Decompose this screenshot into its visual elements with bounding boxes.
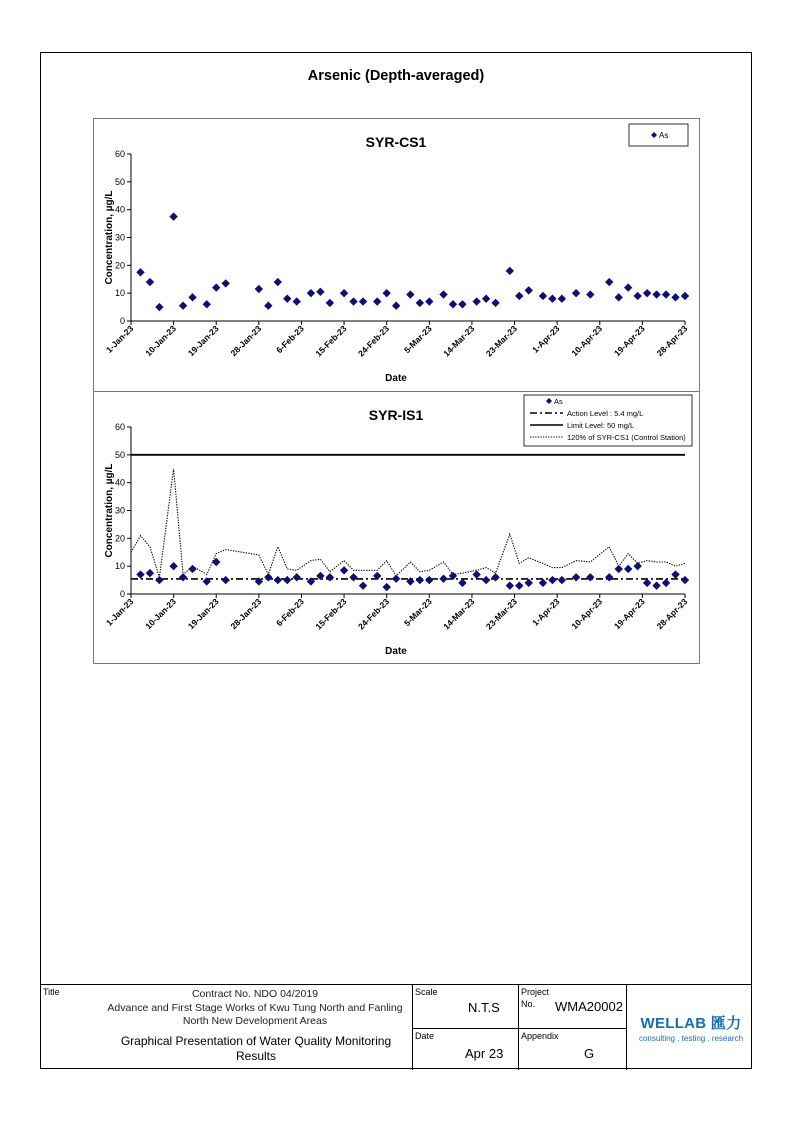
data-point [349, 573, 357, 581]
x-tick-label: 10-Apr-23 [569, 323, 605, 359]
y-tick-label: 30 [114, 232, 125, 243]
wellab-logo [632, 1012, 750, 1043]
logo-tagline: consulting . testing . research [638, 1034, 744, 1043]
x-tick-label: 23-Mar-23 [483, 596, 519, 632]
data-point [624, 283, 632, 291]
x-tick-label: 15-Feb-23 [313, 323, 349, 359]
data-point [472, 570, 480, 578]
data-point [491, 299, 499, 307]
data-point [136, 570, 144, 578]
data-point [274, 278, 282, 286]
data-point [222, 576, 230, 584]
chart-title: SYR-IS1 [368, 407, 424, 423]
data-point [188, 293, 196, 301]
data-point [572, 573, 580, 581]
x-tick-label: 19-Apr-23 [611, 596, 647, 632]
y-tick-label: 20 [114, 260, 125, 271]
x-tick-label: 19-Jan-23 [185, 323, 221, 359]
x-tick-label: 28-Jan-23 [228, 596, 264, 632]
x-tick-label: 1-Jan-23 [103, 596, 136, 628]
data-point [605, 573, 613, 581]
data-point [586, 573, 594, 581]
y-tick-label: 50 [114, 449, 125, 460]
x-tick-label: 1-Apr-23 [530, 596, 562, 628]
title-block-divider [412, 1028, 626, 1029]
data-point [662, 579, 670, 587]
x-tick-label: 14-Mar-23 [441, 323, 477, 359]
data-point [179, 573, 187, 581]
legend-label: As [554, 397, 563, 406]
x-tick-label: 24-Feb-23 [355, 596, 392, 632]
x-tick-label: 28-Apr-23 [654, 323, 690, 359]
page-title: Arsenic (Depth-averaged) [307, 68, 485, 84]
project-label: Project [521, 987, 550, 997]
x-tick-label: 19-Jan-23 [185, 596, 221, 632]
data-point [326, 299, 334, 307]
y-tick-label: 60 [114, 422, 125, 432]
x-tick-label: 28-Jan-23 [228, 323, 264, 359]
data-point [525, 579, 533, 587]
title-block-divider [626, 985, 627, 1070]
project-number: WMA20002 [555, 999, 623, 1014]
x-tick-label: 19-Apr-23 [611, 323, 647, 359]
data-point [482, 295, 490, 303]
data-point [539, 292, 547, 300]
data-point [652, 290, 660, 298]
scale-label: Scale [415, 987, 438, 997]
data-point [439, 290, 447, 298]
contract-line: Advance and First Stage Works of Kwu Tung North and Fanling [107, 1001, 403, 1014]
data-point [506, 581, 514, 589]
data-point [572, 289, 580, 297]
data-point [681, 576, 689, 584]
data-point [316, 288, 324, 296]
data-point [482, 576, 490, 584]
data-point [264, 573, 272, 581]
data-point [458, 300, 466, 308]
data-point [643, 289, 651, 297]
x-tick-label: 24-Feb-23 [355, 323, 392, 359]
data-point [643, 579, 651, 587]
data-point [255, 285, 263, 293]
y-axis-label: Concentration, µg/L [104, 463, 115, 558]
data-point [558, 295, 566, 303]
data-point [155, 576, 163, 584]
data-point [340, 566, 348, 574]
data-point [188, 565, 196, 573]
data-point [416, 299, 424, 307]
data-point [136, 268, 144, 276]
data-point [548, 295, 556, 303]
appendix-label: Appendix [521, 1031, 559, 1041]
contract-description [100, 988, 410, 1029]
data-point [515, 292, 523, 300]
data-point [416, 576, 424, 584]
x-tick-label: 1-Apr-23 [530, 323, 562, 355]
data-point [449, 300, 457, 308]
data-point [212, 558, 220, 566]
legend-label: Action Level : 5.4 mg/L [567, 409, 644, 418]
data-point [274, 576, 282, 584]
data-point [506, 267, 514, 275]
x-axis-label: Date [385, 373, 407, 384]
data-point [539, 579, 547, 587]
data-point [203, 300, 211, 308]
logo-wordmark: WELLAB 匯力 [640, 1015, 742, 1032]
data-point [349, 297, 357, 305]
y-tick-label: 30 [114, 505, 125, 516]
data-point [681, 292, 689, 300]
drawing-title: Graphical Presentation of Water Quality Monitoring Results [120, 1034, 392, 1063]
data-point [382, 583, 390, 591]
y-tick-label: 40 [114, 204, 125, 215]
x-tick-label: 10-Jan-23 [143, 596, 179, 632]
x-tick-label: 15-Feb-23 [313, 596, 349, 632]
x-tick-label: 10-Jan-23 [143, 323, 179, 359]
data-point [515, 581, 523, 589]
data-point [392, 301, 400, 309]
data-point [525, 286, 533, 294]
data-point [146, 569, 154, 577]
data-point [406, 290, 414, 298]
date-value: Apr 23 [465, 1046, 504, 1061]
x-tick-label: 23-Mar-23 [483, 323, 519, 359]
data-point [293, 297, 301, 305]
data-point [283, 576, 291, 584]
y-tick-label: 60 [114, 149, 125, 159]
x-tick-label: 14-Mar-23 [441, 596, 477, 632]
data-point [586, 290, 594, 298]
y-tick-label: 50 [114, 176, 125, 187]
y-axis-label: Concentration, µg/L [104, 190, 115, 285]
data-point [633, 292, 641, 300]
x-tick-label: 28-Apr-23 [654, 596, 690, 632]
data-point [293, 573, 301, 581]
project-no-label: No. [521, 999, 536, 1009]
y-tick-label: 40 [114, 477, 125, 488]
data-point [439, 574, 447, 582]
x-tick-label: 5-Mar-23 [401, 323, 434, 356]
y-tick-label: 10 [114, 288, 125, 299]
legend-label: As [659, 131, 669, 140]
legend-label: Limit Level: 50 mg/L [567, 421, 635, 430]
data-point [264, 301, 272, 309]
data-point [212, 283, 220, 291]
data-point [425, 576, 433, 584]
contract-line: Contract No. NDO 04/2019 [191, 988, 319, 1000]
y-tick-label: 10 [114, 561, 125, 572]
data-point [472, 297, 480, 305]
x-tick-label: 10-Apr-23 [569, 596, 605, 632]
data-point [359, 581, 367, 589]
x-tick-label: 5-Mar-23 [401, 596, 434, 629]
data-point [169, 562, 177, 570]
data-point [652, 581, 660, 589]
data-point [169, 212, 177, 220]
x-tick-label: 6-Feb-23 [274, 323, 306, 356]
data-point [382, 289, 390, 297]
contract-line: North New Development Areas [182, 1015, 328, 1027]
data-point [155, 303, 163, 311]
data-point [615, 565, 623, 573]
legend-label: 120% of SYR-CS1 (Control Station) [567, 433, 686, 442]
data-point [548, 576, 556, 584]
data-point [558, 576, 566, 584]
data-point [179, 301, 187, 309]
data-point [326, 573, 334, 581]
data-point [340, 289, 348, 297]
data-point [633, 562, 641, 570]
chart-syr-is1 [93, 392, 700, 664]
data-point [222, 279, 230, 287]
data-point [283, 295, 291, 303]
x-tick-label: 6-Feb-23 [274, 596, 306, 629]
data-point [624, 565, 632, 573]
chart-title: SYR-CS1 [365, 134, 427, 150]
data-point [373, 297, 381, 305]
data-point [671, 570, 679, 578]
title-label: Title [43, 987, 60, 997]
data-point [605, 278, 613, 286]
data-point [662, 290, 670, 298]
x-tick-label: 1-Jan-23 [103, 323, 136, 355]
data-point [458, 579, 466, 587]
data-point [425, 297, 433, 305]
y-tick-label: 0 [119, 316, 125, 326]
scale-value: N.T.S [468, 1000, 500, 1015]
data-point [146, 278, 154, 286]
appendix-value: G [584, 1046, 595, 1061]
data-point [359, 297, 367, 305]
chart-syr-cs1 [93, 119, 700, 391]
data-point [491, 573, 499, 581]
x-axis-label: Date [385, 646, 407, 657]
title-block [40, 984, 752, 1069]
data-point [615, 293, 623, 301]
data-point [307, 289, 315, 297]
data-point [392, 574, 400, 582]
data-point [671, 293, 679, 301]
y-tick-label: 20 [114, 533, 125, 544]
date-label: Date [415, 1031, 435, 1041]
y-tick-label: 0 [119, 589, 125, 599]
